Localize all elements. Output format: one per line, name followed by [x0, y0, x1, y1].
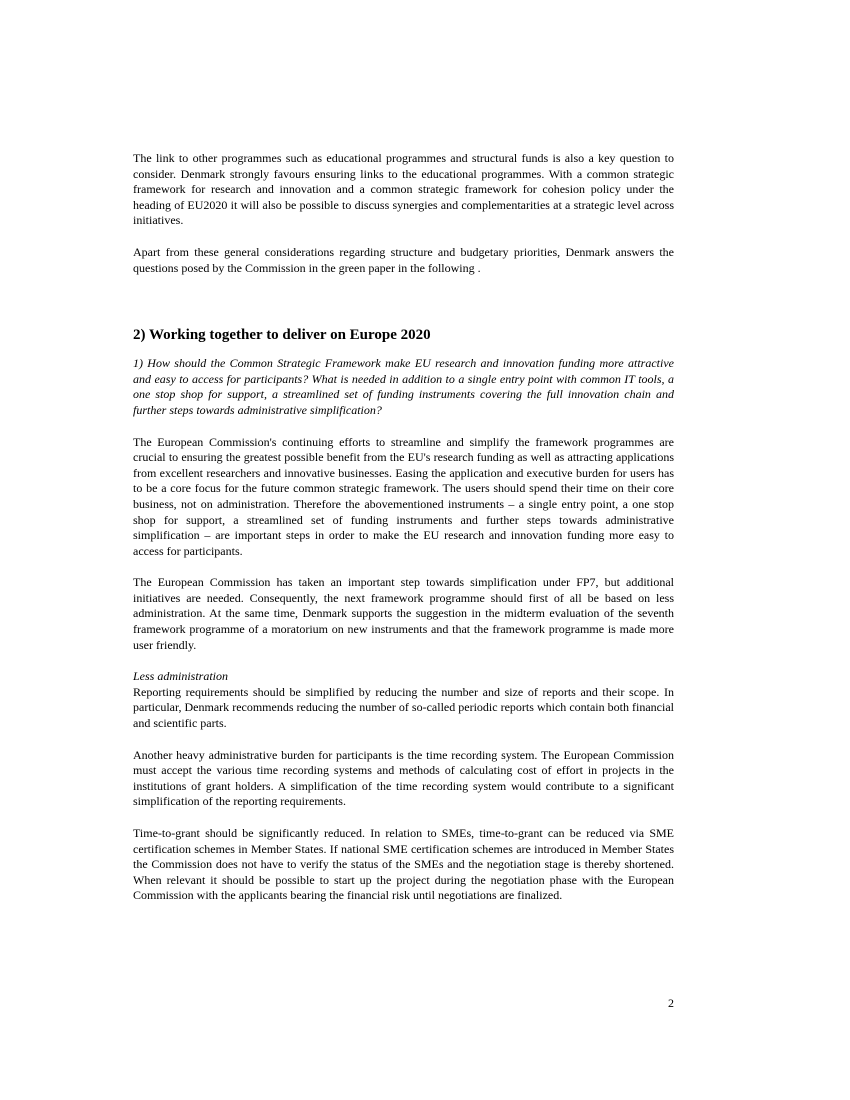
paragraph-fp7-simplification: The European Commission has taken an important step towards simplification under FP7, but additional initiatives are needed. Consequently, the next framework programme should first of all be based on less administration. At the same time, Denmark supports the suggestion in the midterm evaluation of the seventh framework programme of a moratorium on new instruments and that the framework programme is made more user friendly. — [133, 575, 674, 652]
page-content — [133, 151, 674, 904]
paragraph-links-other-programmes: The link to other programmes such as educational programmes and structural funds is also a key question to consider. Denmark strongly favours ensuring links to the educational programmes. With a common strategic framework for research and innovation and a common strategic framework for cohesion policy under the heading of EU2020 it will also be possible to discuss synergies and complementarities at a strategic level across initiatives. — [133, 151, 674, 228]
question-1: 1) How should the Common Strategic Framework make EU research and innovation funding more attractive and easy to access for participants? What is needed in addition to a single entry point with common IT tools, a one stop shop for support, a streamlined set of funding instruments covering the full innovation chain and further steps towards administrative simplification? — [133, 356, 674, 417]
paragraph-reporting-requirements: Reporting requirements should be simplified by reducing the number and size of reports and their scope. In particular, Denmark recommends reducing the number of so-called periodic reports which contain both financial and scientific parts. — [133, 684, 674, 731]
section-heading: 2) Working together to deliver on Europe 2020 — [133, 327, 431, 344]
subheading-less-administration: Less administration — [133, 669, 229, 684]
page-number: 2 — [668, 996, 674, 1010]
paragraph-general-considerations: Apart from these general considerations regarding structure and budgetary priorities, Denmark answers the questions posed by the Commission in the green paper in the following . — [133, 244, 674, 275]
paragraph-commission-efforts: The European Commission's continuing efforts to streamline and simplify the framework programmes are crucial to ensuring the greatest possible benefit from the EU's research funding as well as attracting applications from excellent researchers and innovative businesses. Easing the application and executive burden for users has to be a core focus for the future common strategic framework. The users should spend their time on their core business, not on administration. Therefore the abovementioned instruments – a single entry point, a one stop shop for support, a streamlined set of funding instruments and further steps towards administrative simplification – are important steps in order to make the EU research and innovation funding more easy to access for participants. — [133, 434, 674, 558]
paragraph-time-to-grant: Time-to-grant should be significantly reduced. In relation to SMEs, time-to-grant can be reduced via SME certification schemes in Member States. If national SME certification schemes are introduced in Member States the Commission does not have to verify the status of the SMEs and the negotiation stage is thereby shortened. When relevant it should be possible to start up the project during the negotiation phase with the European Commission with the applicants bearing the financial risk until negotiations are finalized. — [133, 826, 674, 903]
paragraph-time-recording: Another heavy administrative burden for participants is the time recording system. The European Commission must accept the various time recording systems and methods of calculating cost of effort in projects in the institutions of grant holders. A simplification of the time recording system would contribute to a significant simplification of the reporting requirements. — [133, 747, 674, 809]
